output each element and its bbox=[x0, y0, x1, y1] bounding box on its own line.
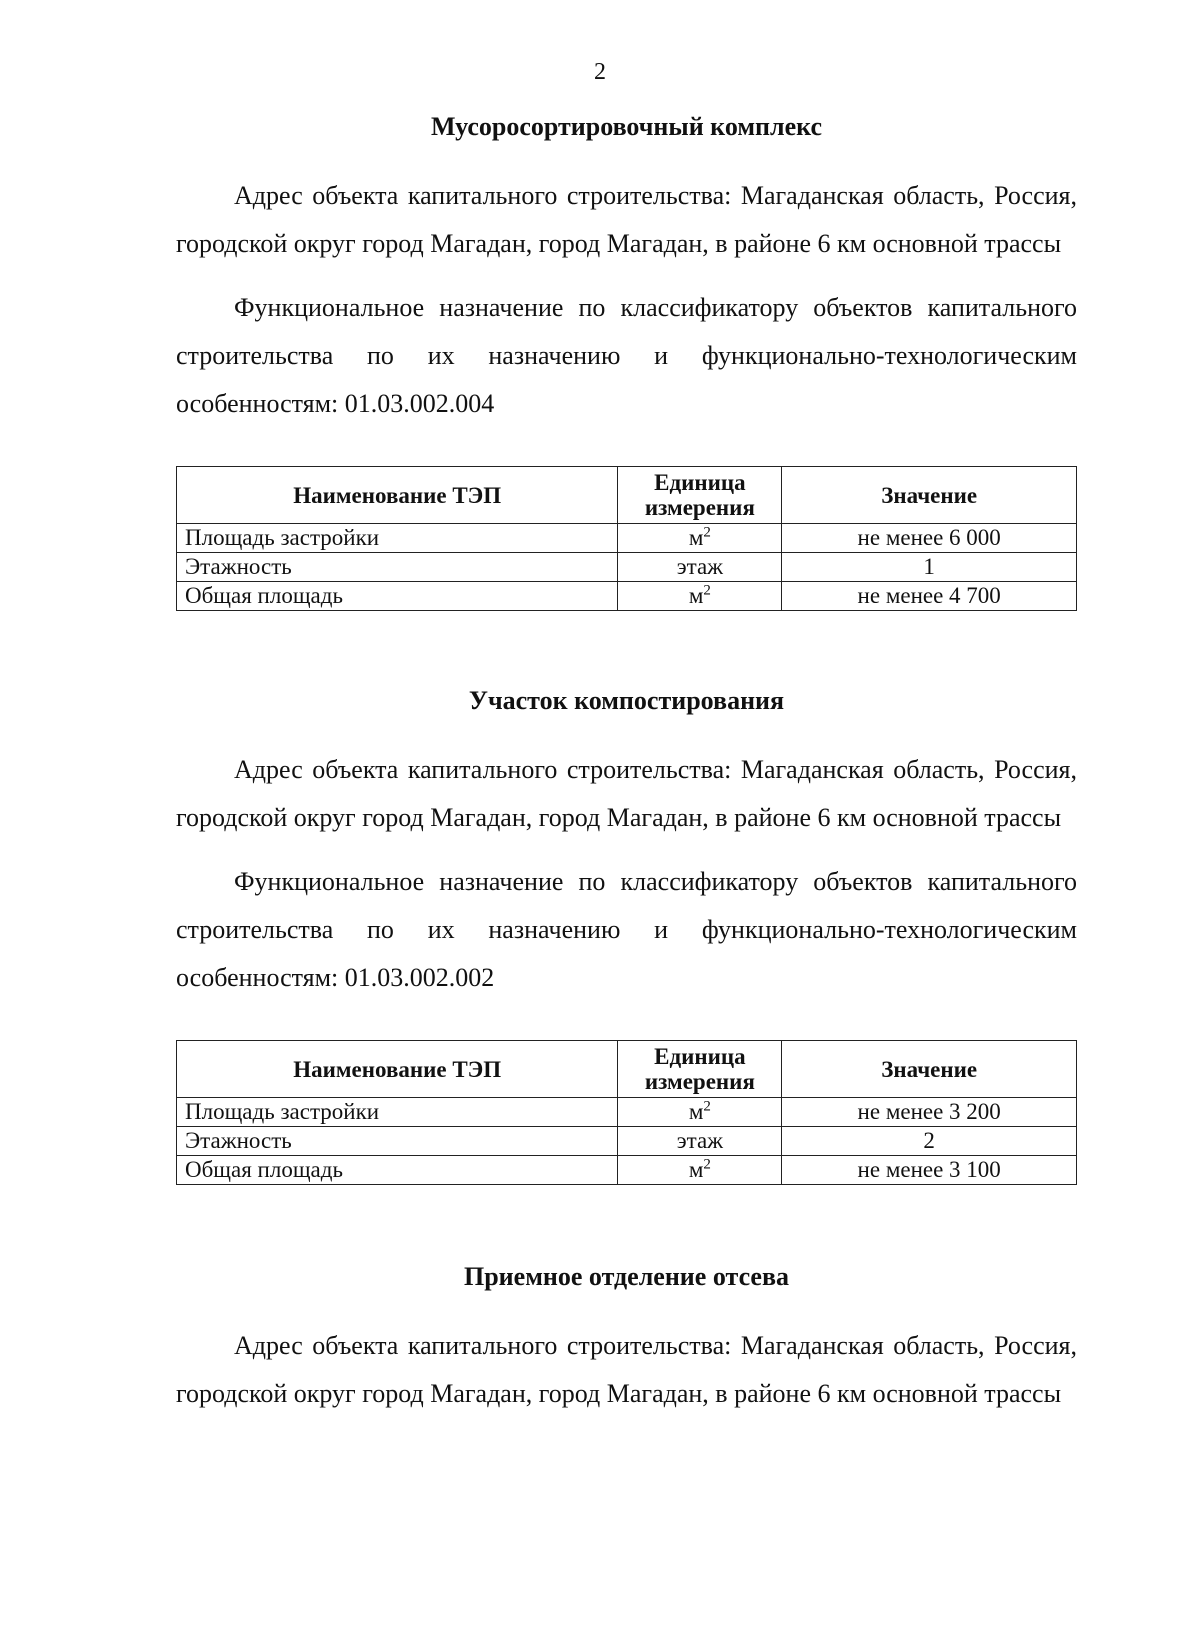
cell-unit: $м^2$ bbox=[618, 1098, 782, 1127]
table-row bbox=[177, 1098, 1077, 1127]
cell-value: не менее 4 700 bbox=[782, 582, 1077, 611]
cell-name: Этажность bbox=[177, 1127, 618, 1156]
header-value: Значение bbox=[782, 1041, 1077, 1098]
cell-name: Общая площадь bbox=[177, 1156, 618, 1185]
cell-value: 2 bbox=[782, 1127, 1077, 1156]
table-row bbox=[177, 553, 1077, 582]
cell-unit: $м^2$ bbox=[618, 582, 782, 611]
address-paragraph: Адрес объекта капитального строительства: Магаданская область, Россия, городской округ город Магадан, город Магадан, в районе 6 км основной трассы bbox=[176, 755, 1077, 832]
address-paragraph: Адрес объекта капитального строительства: Магаданская область, Россия, городской округ город Магадан, город Магадан, в районе 6 км основной трассы bbox=[176, 1331, 1077, 1408]
cell-value: не менее 3 200 bbox=[782, 1098, 1077, 1127]
cell-unit: $м^2$ bbox=[618, 524, 782, 553]
section-title: Приемное отделение отсева bbox=[463, 1262, 790, 1291]
cell-value: не менее 3 100 bbox=[782, 1156, 1077, 1185]
cell-name: Этажность bbox=[177, 553, 618, 582]
section-sorting-complex bbox=[176, 112, 1077, 611]
tep-table bbox=[176, 1040, 1077, 1185]
cell-unit: этаж bbox=[618, 553, 782, 582]
cell-value: не менее 6 000 bbox=[782, 524, 1077, 553]
header-unit: Единица измерения bbox=[618, 1041, 782, 1098]
cell-unit: этаж bbox=[618, 1127, 782, 1156]
tep-table bbox=[176, 466, 1077, 611]
section-title: Мусоросортировочный комплекс bbox=[430, 112, 823, 141]
section-composting bbox=[176, 686, 1077, 1185]
cell-name: Общая площадь bbox=[177, 582, 618, 611]
header-name: Наименование ТЭП bbox=[177, 1041, 618, 1098]
function-paragraph: Функциональное назначение по классификатору объектов капитального строительства по их назначению и функционально-технологическим особенностям: 01.03.002.002 bbox=[176, 867, 1077, 992]
header-name: Наименование ТЭП bbox=[177, 467, 618, 524]
table-row bbox=[177, 582, 1077, 611]
table-header-row bbox=[177, 1041, 1077, 1098]
cell-name: Площадь застройки bbox=[177, 1098, 618, 1127]
page-number: 2 bbox=[594, 59, 606, 85]
header-value: Значение bbox=[782, 467, 1077, 524]
table-row bbox=[177, 1156, 1077, 1185]
table-header-row bbox=[177, 467, 1077, 524]
section-screening-reception bbox=[176, 1262, 1077, 1418]
address-paragraph: Адрес объекта капитального строительства: Магаданская область, Россия, городской округ город Магадан, город Магадан, в районе 6 км основной трассы bbox=[176, 181, 1077, 258]
header-unit: Единица измерения bbox=[618, 467, 782, 524]
cell-name: Площадь застройки bbox=[177, 524, 618, 553]
function-paragraph: Функциональное назначение по классификатору объектов капитального строительства по их назначению и функционально-технологическим особенностям: 01.03.002.004 bbox=[176, 293, 1077, 418]
cell-unit: $м^2$ bbox=[618, 1156, 782, 1185]
section-title: Участок компостирования bbox=[468, 686, 785, 715]
table-row bbox=[177, 524, 1077, 553]
table-row bbox=[177, 1127, 1077, 1156]
cell-value: 1 bbox=[782, 553, 1077, 582]
